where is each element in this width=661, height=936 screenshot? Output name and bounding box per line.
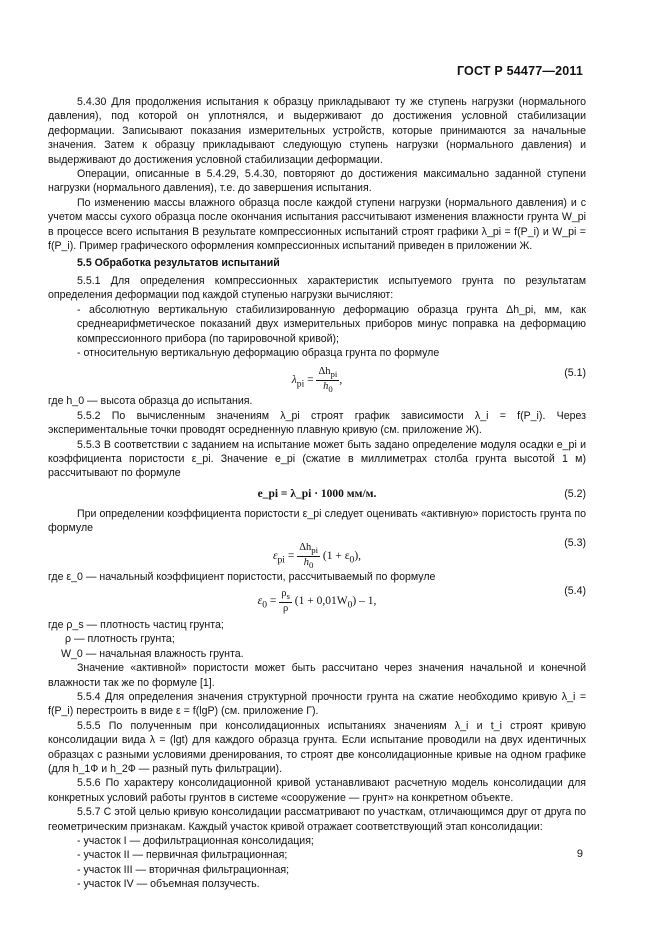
bullet-relative-deformation: - относительную вертикальную деформацию образца грунта по формуле <box>77 346 440 359</box>
section-title: 5.5 Обработка результатов испытаний <box>77 257 280 270</box>
paragraph-5-5-4: 5.5.4 Для определения значения структурной прочности грунта на сжатие необходимо кривую λ_i = f(P_i) перестроить в виде ε = f(lgP) (см. приложение Г). <box>48 691 586 718</box>
where-rho-s: где ρ_s — плотность частиц грунта; <box>48 618 224 631</box>
paragraph-moisture: По изменению массы влажного образца после каждой ступени нагрузки (нормального давления) и с учетом массы сухого образца после окончания испытания рассчитывают изменения влажности грунта W_pi в процессе всего испытания В результате компрессионных испытаний строят графики λ_pi = f(P_i) и W_pi = f(P_i). Пример графического оформления компрессионных испытаний приведен в приложении Ж. <box>48 196 586 253</box>
f51-lhs: λ <box>291 374 297 387</box>
formula-number-5-2: (5.2) <box>564 487 586 500</box>
f51-lhs-sub: pi <box>296 378 305 390</box>
paragraph-5-5-1: 5.5.1 Для определения компрессионных характеристик испытуемого грунта по результатам определения деформации под каждой ступенью нагрузки вычисляют: <box>48 274 586 302</box>
where-epsilon0: где ε_0 — начальный коэффициент пористости, рассчитываемый по формуле <box>48 570 436 583</box>
paragraph-5-5-3: 5.5.3 В соответствии с заданием на испытание может быть задано определение модуля осадки e_pi и коэффициента пористости ε_pi. Значение e_pi (сжатие в миллиметрах столба грунта высотой 1 м) рассчитывают по формуле <box>48 438 586 480</box>
f51-den: h <box>323 381 329 393</box>
paragraph-5-4-30: 5.4.30 Для продолжения испытания к образцу прикладывают ту же ступень нагрузки (нормального давления), под которой он уплотнялся, и выдерживают до достижения условной стабилизации деформации. Записывают показания измерительных устройств, которые принимаются за начальные значения. Затем к образцу прикладывают следующую ступень нагрузки (нормального давления) и выдерживают до достижения условной стабилизации деформации. <box>48 96 586 166</box>
f53-fraction <box>297 542 320 571</box>
paragraph-active-value: Значение «активной» пористости может быть рассчитано через значения начальной и конечной влажности так же по формуле [1]. <box>48 662 586 689</box>
f54-tail-end: ) – 1, <box>352 595 377 608</box>
list-item: - участок IV — объемная ползучесть. <box>77 878 260 891</box>
paragraph-5-5-2: 5.5.2 По вычисленным значениям λ_pi строят график зависимости λ_i = f(P_i). Через экспериментальные точки проводят осредненную плавную кривую (см. приложение Ж). <box>48 409 586 437</box>
bullet-absolute-deformation: - абсолютную вертикальную стабилизированную деформацию образца грунта Δh_pi, мм, как среднеарифметическое показаний двух измерительных приборов минус поправка на деформацию компрессионного прибора (по тарировочной кривой); <box>77 303 586 345</box>
page-number: 9 <box>576 848 583 860</box>
f51-fraction <box>316 366 339 395</box>
f51-tail: , <box>339 374 343 387</box>
f54-num: ρ <box>281 587 287 599</box>
f54-tail: (1 + 0,01W <box>294 595 348 608</box>
f51-num-sub: pi <box>330 369 338 380</box>
formula-number-5-3: (5.3) <box>564 536 586 549</box>
f54-lhs-sub: 0 <box>262 599 267 611</box>
formula-5-3: $\varepsilon_{pi}$ = $\frac{\Delta h_{pi}}{h_0}$ $(1 + \varepsilon_0)$, (5.3) <box>272 536 586 570</box>
list-item: - участок III — вторичная фильтрационная; <box>77 863 290 876</box>
formula-number-5-4: (5.4) <box>564 584 586 597</box>
paragraph-5-5-7: 5.5.7 С этой целью кривую консолидации рассматривают по участкам, отличающимся друг от друга по геометрическим признакам. Каждый участок кривой отражает соответствующий этап консолидации: <box>48 806 586 833</box>
list-item: - участок II — первичная фильтрационная; <box>77 849 288 862</box>
f53-den-sub: 0 <box>309 559 314 570</box>
f53-tail: (1 + ε <box>322 549 350 562</box>
paragraph-operations: Операции, описанные в 5.4.29, 5.4.30, повторяют до достижения максимально заданной ступени нагрузки (нормального давления), т.е. до завершения испытания. <box>48 168 586 195</box>
formula-5-4: $\varepsilon_0$ = $\frac{\rho_s}{\rho}$ $(1 + 0,01W_0) - 1$, (5.4) <box>257 584 586 615</box>
f53-tail-end: ), <box>354 549 362 562</box>
paragraph-active-porosity: При определении коэффициента пористости ε_pi следует оценивать «активную» пористость грунта по формуле <box>48 507 586 535</box>
formula-number-5-1: (5.1) <box>564 367 586 380</box>
page-body <box>48 95 586 892</box>
f54-fraction <box>279 588 292 615</box>
document-header: ГОСТ Р 54477—2011 <box>456 64 583 78</box>
f53-lhs-sub: pi <box>277 554 285 566</box>
f54-den: ρ <box>282 603 289 615</box>
formula-5-1: $\lambda_{pi}$ = $\frac{\Delta h_{pi}}{h_0}$ , (5.1) <box>291 366 586 395</box>
f54-tail-sub: 0 <box>347 599 353 611</box>
f54-lhs: ε <box>257 595 263 608</box>
f53-num-sub: pi <box>311 544 319 555</box>
paragraph-5-5-5: 5.5.5 По полученным при консолидационных испытаниях значениям λ_i и t_i строят кривую консолидации вида λ = (lgt) для каждого образца грунта. Если испытание проводили на двух идентичных образцах с разными условиями дренирования, то строят две консолидационные кривые на одном графике (для h_1Ф и h_2Ф — разный путь фильтрации). <box>48 719 586 776</box>
f53-tail-sub: 0 <box>349 554 355 566</box>
paragraph-5-5-6: 5.5.6 По характеру консолидационной кривой устанавливают расчетную модель консолидации для конкретных условий работы грунтов в системе «сооружение — грунт» на конкретном объекте. <box>48 777 586 804</box>
f51-num: Δh <box>318 366 331 378</box>
where-h0: где h_0 — высота образца до испытания. <box>48 395 253 408</box>
list-item: - участок I — дофильтрационная консолидация; <box>77 835 314 848</box>
f54-num-sub: s <box>286 591 290 602</box>
f53-den: h <box>303 556 310 568</box>
f51-den-sub: 0 <box>328 384 333 395</box>
where-w0: W_0 — начальная влажность грунта. <box>61 647 244 660</box>
f52-expr: e_pi = λ_pi · 1000 мм/м. <box>257 487 377 500</box>
where-rho: ρ — плотность грунта; <box>65 633 175 646</box>
formula-5-2 <box>48 481 586 507</box>
f53-lhs: ε <box>272 549 278 562</box>
f53-num: Δh <box>299 541 312 553</box>
